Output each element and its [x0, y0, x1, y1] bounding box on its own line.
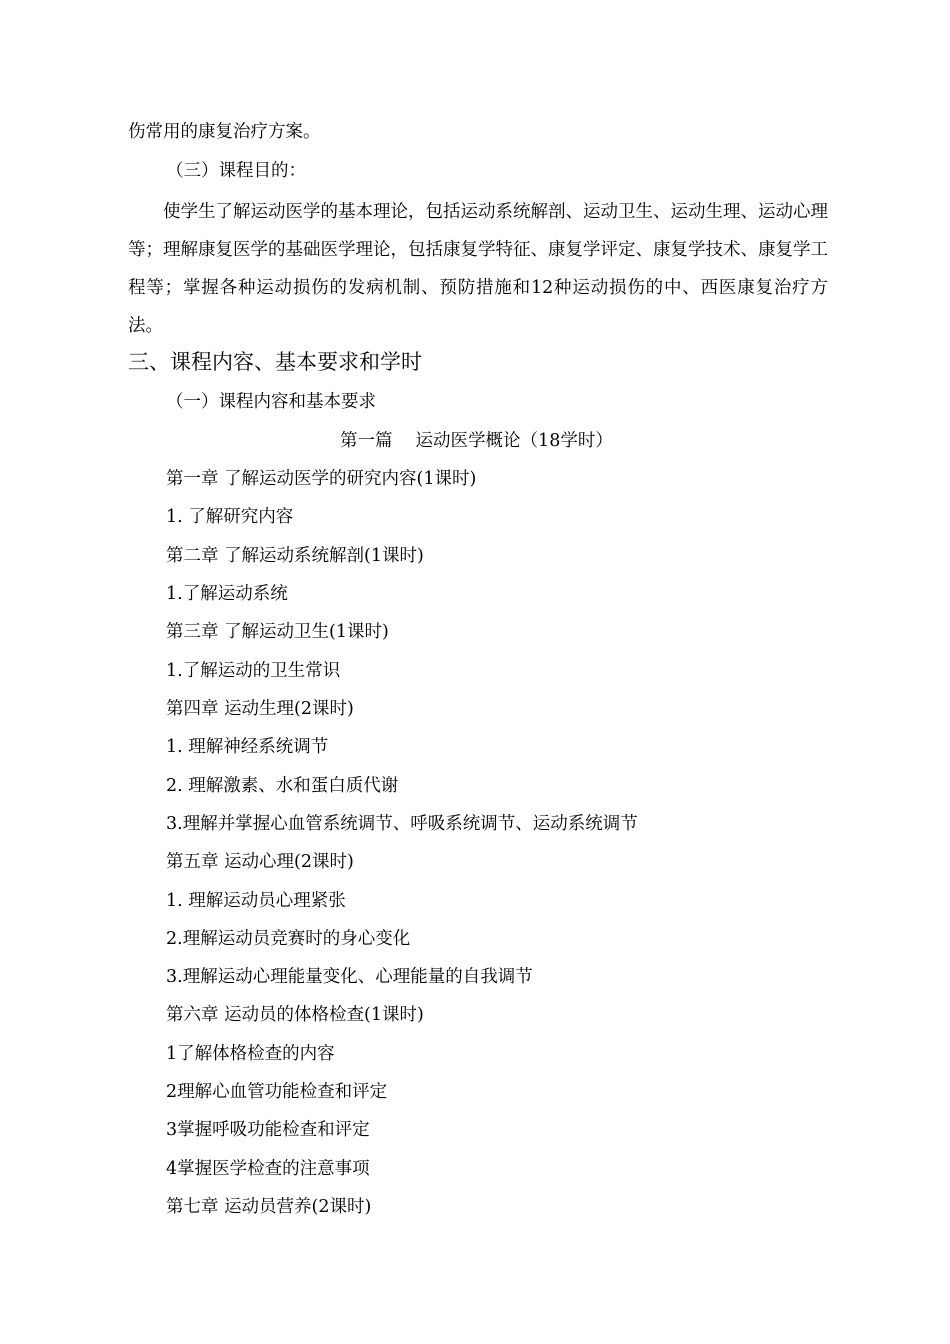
list-item: 1. 理解神经系统调节: [166, 737, 329, 757]
list-item: 2.理解运动员竞赛时的身心变化: [166, 929, 411, 949]
list-item: 3.理解并掌握心血管系统调节、呼吸系统调节、运动系统调节: [166, 814, 638, 834]
list-item: 1. 了解研究内容: [166, 507, 294, 527]
chapter-heading: 第四章 运动生理(2课时): [166, 699, 354, 719]
chapter-heading: 第一章 了解运动医学的研究内容(1课时): [166, 469, 477, 489]
chapter-heading: 第二章 了解运动系统解剖(1课时): [166, 546, 424, 566]
list-item: 2. 理解激素、水和蛋白质代谢: [166, 776, 399, 796]
list-item: 1. 理解运动员心理紧张: [166, 891, 346, 911]
subsection-heading: （一）课程内容和基本要求: [166, 392, 376, 412]
list-item: 1.了解运动系统: [166, 584, 288, 604]
part-title: 第一篇 运动医学概论（18学时）: [340, 431, 613, 451]
purpose-heading: （三）课程目的：: [166, 161, 306, 181]
chapter-heading: 第三章 了解运动卫生(1课时): [166, 622, 389, 642]
chapter-heading: 第七章 运动员营养(2课时): [166, 1197, 372, 1217]
section-heading: 三、课程内容、基本要求和学时: [128, 350, 422, 374]
list-item: 2理解心血管功能检查和评定: [166, 1082, 388, 1102]
chapter-heading: 第六章 运动员的体格检查(1课时): [166, 1005, 424, 1025]
list-item: 1了解体格检查的内容: [166, 1044, 335, 1064]
list-item: 3.理解运动心理能量变化、心理能量的自我调节: [166, 967, 533, 987]
purpose-paragraph: 使学生了解运动医学的基本理论，包括运动系统解剖、运动卫生、运动生理、运动心理等；理解康复医学的基础医学理论，包括康复学特征、康复学评定、康复学技术、康复学工程等；掌握各种运动损伤的发病机制、预防措施和12种运动损伤的中、西医康复治疗方法。: [128, 202, 828, 336]
list-item: 1.了解运动的卫生常识: [166, 661, 341, 681]
list-item: 4掌握医学检查的注意事项: [166, 1159, 370, 1179]
list-item: 3掌握呼吸功能检查和评定: [166, 1120, 370, 1140]
continued-line: 伤常用的康复治疗方案。: [128, 122, 321, 142]
chapter-heading: 第五章 运动心理(2课时): [166, 852, 354, 872]
